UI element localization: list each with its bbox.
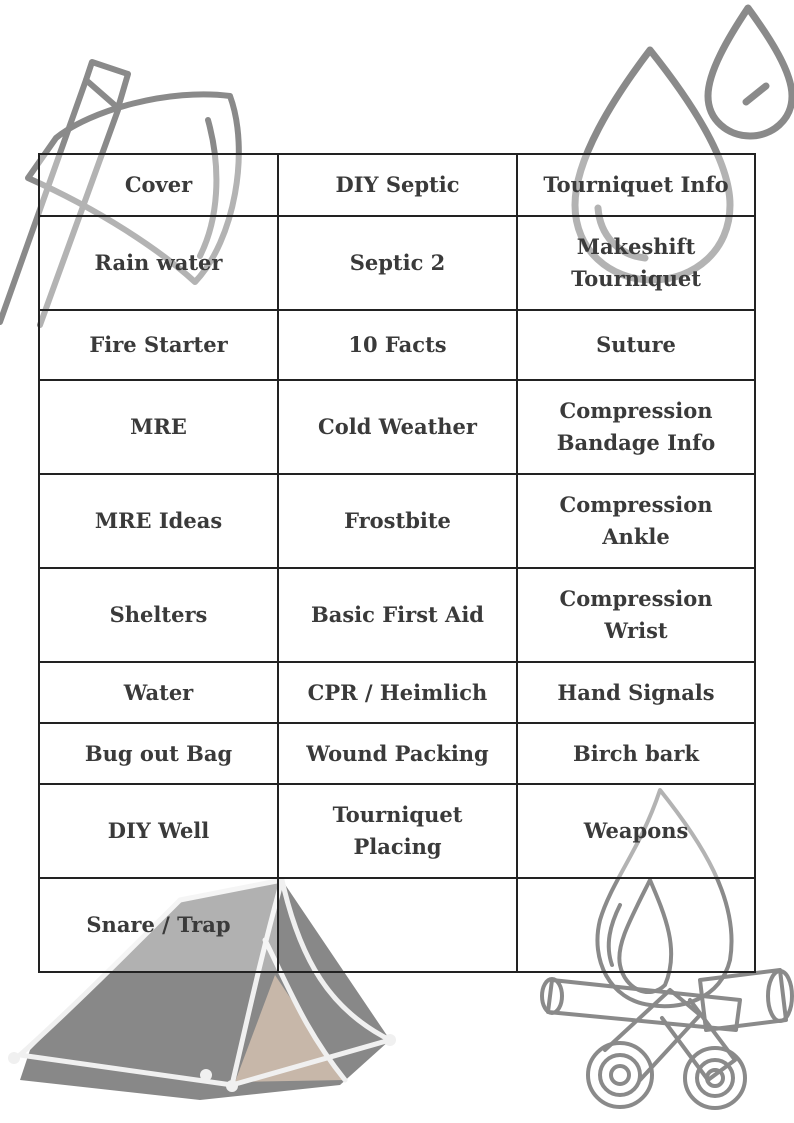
table-row (39, 154, 755, 216)
table-cell: Suture (517, 310, 755, 380)
table-cell: Frostbite (278, 474, 517, 568)
table-cell-empty (517, 878, 755, 972)
table-cell: Hand Signals (517, 662, 755, 723)
table-cell: 10 Facts (278, 310, 517, 380)
table-cell: MRE Ideas (39, 474, 278, 568)
table-cell: Compression Bandage Info (517, 380, 755, 474)
table-row (39, 723, 755, 784)
table-row (39, 784, 755, 878)
table-cell: Septic 2 (278, 216, 517, 310)
table-cell: DIY Well (39, 784, 278, 878)
table-cell: Compression Ankle (517, 474, 755, 568)
table-cell: Compression Wrist (517, 568, 755, 662)
table-cell: Bug out Bag (39, 723, 278, 784)
table-cell: Wound Packing (278, 723, 517, 784)
table-cell: CPR / Heimlich (278, 662, 517, 723)
table-cell: MRE (39, 380, 278, 474)
table-cell: Cover (39, 154, 278, 216)
table-cell: Water (39, 662, 278, 723)
table-cell: Shelters (39, 568, 278, 662)
table-cell-empty (278, 878, 517, 972)
table-row (39, 380, 755, 474)
table-cell: Basic First Aid (278, 568, 517, 662)
table-cell: Tourniquet Placing (278, 784, 517, 878)
table-cell: Birch bark (517, 723, 755, 784)
table-cell: Weapons (517, 784, 755, 878)
contents-table (38, 153, 756, 973)
table-cell: Tourniquet Info (517, 154, 755, 216)
table-cell: Snare / Trap (39, 878, 278, 972)
table-row (39, 662, 755, 723)
table-row (39, 878, 755, 972)
table-row (39, 310, 755, 380)
table-cell: Cold Weather (278, 380, 517, 474)
table-cell: Makeshift Tourniquet (517, 216, 755, 310)
table-row (39, 216, 755, 310)
table-cell: DIY Septic (278, 154, 517, 216)
table-cell: Fire Starter (39, 310, 278, 380)
table-row (39, 474, 755, 568)
table-row (39, 568, 755, 662)
table-cell: Rain water (39, 216, 278, 310)
